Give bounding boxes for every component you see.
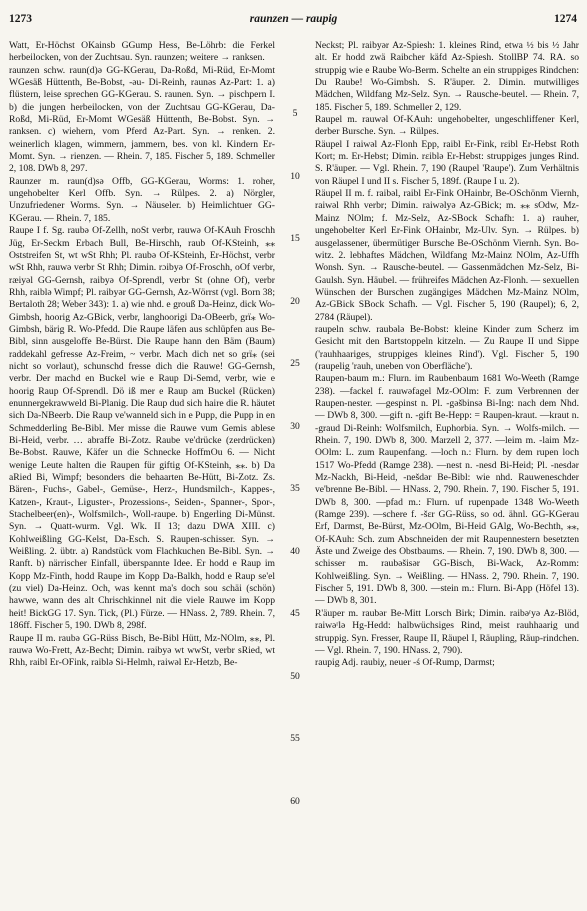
entry: R'äuper m. raubǝr Be-Mitt Lorsch Birk; Dimin. raibǝʳyǝ Az-Blöd, raiwǝʳlǝ Hg-Hedd: halbwüchsiges Rind, meist rauhhaarig und struppig. Syn. Fresser, Raupe II, Räupel I, Räupling, Räup-rindchen. — Vgl. Rhein. 7, 190. HNass. 2, 790). [315, 607, 579, 656]
line-number: 50 [290, 671, 300, 682]
entry: Raunzer m. raun(d)sǝ Offb, GG-KGerau, Worms: 1. roher, ungehobelter Kerl Offb. Syn. → Rülpes. 2. a) Nörgler, Unzufriedener Worms. Syn. → Näuseler. b) Heimlichtuer GG-KGerau. — Rhein. 7, 185. [9, 175, 275, 224]
page-number-left: 1273 [9, 13, 32, 25]
line-number: 60 [290, 796, 300, 807]
page-header [0, 13, 587, 31]
page-number-right: 1274 [554, 13, 577, 25]
entry: Watt, Er-Höchst OKainsb GGump Hess, Be-Löhrb: die Ferkel herbeilocken, von der Zuchtsau. Syn. raunzen; weitere → ranksen. [9, 40, 275, 64]
line-number: 40 [290, 546, 300, 557]
right-column [315, 40, 579, 670]
line-number: 30 [290, 421, 300, 432]
entry: Raupen-baum m.: Flurn. im Raubenbaum 1681 Wo-Weeth (Ramge 238). —fackel f. rauwǝfagel Mz-OOlm: F. zum Verbrennen der Raupen-nester. —gespinst n. Pl. -gǝšbinsǝ Bi-Ing: nach dem Nhd. — DWb 8, 300. —gift n. -gift Be-Hepp: = Raupen-kraut. —kraut n. -graud Di-Reinh: Wolfsmilch, Euphorbia. Syn. → Wolfs-milch. — Rhein. 7, 190. DWb 8, 300. Marzell 2, 377. —leim m. -laim Mz-OOlm: L. zum Raupenfang. —loch n.: Flurn. by dem rupen loch 1517 Wo-Pfedd (Ramge 238). —nest n. -nesd Bi-Heid; Pl. -nesdǝr Mz-Nackh, Bi-Heid, -nešdǝr Be-Bibl: wie nhd. Rauweneschder ve'brenne Be-Bibl. — HNass. 2, 790. Rhein. 7, 190. Fischer 5, 191. DWb 8, 300. —pfad m.: Flurn. uf rupenpade 1348 Wo-Weeth (Ramge 239). —schere f. -šɛr GG-Rüss, so od. ähnl. GG-KGerau Erf, Darmst, Be-Bürst, Mz-OOlm, Bi-Heid GAlg, Wo-Bechth, ⁎⁎, Of-KAuh: Sch. zum Abschneiden der mit Raupennestern besetzten Äste und Zweige des Obstbaums. — Rhein. 7, 190. DWb 8, 300. —schisser m. raubǝšisǝr GG-Bisch, Bi-Wack, Az-Romm: Kohlweißling. Syn. → Weißling. — HNass. 2, 790. Rhein. 7, 190. Fischer 5, 191. DWb 8, 300. —stein m.: Flurn. Bi-App (Höfel 13). — DWb 8, 301. [315, 373, 579, 607]
line-number: 10 [290, 171, 300, 182]
entry: raupig Adj. raubiχ, neuer -ś Of-Rump, Darmst; [315, 657, 495, 669]
entry: Raupe II m. raubǝ GG-Rüss Bisch, Be-Bibl Hütt, Mz-NOlm, ⁎⁎, Pl. rauwǝ Wo-Frett, Az-Becht; Dimin. raibyǝ wt wwSt, verbr sRied, wt Rhh, raibl Er-OFink, raiblǝ Si-Helmh, raiwǝl Er-Hetzb, Be- [9, 632, 275, 669]
line-number: 35 [290, 483, 300, 494]
left-column [9, 40, 275, 670]
entry: Raupe I f. Sg. raubǝ Of-Zellh, noSt verbr, rauwǝ Of-KAuh Froschh Jüg, Er-Seckm Erbach Bull, Be-Hirschh, raub Of-KSteinh, ⁎⁎ Oststreifen St, wt wSt Rhh; Pl. raubǝ Of-KSteinh, Er-Höchst, verbr wSt Rhh, rauwǝ verbr St Rhh; Dimin. rɔibyǝ Of-Froschh, oOf verbr, ræiyǝl GG-Gernsh, raibyǝ Of-Sprendl, verbr St (ohne Of), verbr Rhh, raiblǝ Wimpf; Pl. raibyǝr GG-Gernsh, Az-Wörrst (vgl. Born 38; Bertaloth 28; Weber 343): 1. a) wie nhd. e grouß Da-Heinz, dick Wo-Gimbsh, hoorig Az-GBick, verbr, langhoorigi Da-OBeerb, grï⁎ Wo-Gimbsh, bärig R. Wo-Pfedd. Die Raupe läfen aus schlüpfen aus Be-Bibl, sinn ausgeloffe Be-Bürst. Die Raupe hann den Bäm (Baum) raddekahl gefresse Az-Freim, ~ verbr. Mach dich net so grï⁎ (sei nicht so vorlaut), schunschd fresse dich die Rauwe! GG-Gernsh, verbr. Der machd en Buckel wie e Raup Di-Semd, verbr, wie e hoorig Raup Of-Sprendl. Dö iß mer e Raup am Buckel (Rücken) enunnergekrawweld Bi-Planig. Die Raup dud sich haire die R. häutet sich Da-NBeerb. Die Raup ve'wanneld sich in e Pupp, die Pupp in en Schmedderling Be-Bibl. Mer misse die Rauwe vum Gemis ablese Bi-Heid, verbr. … abraffe Bi-Zotz. Raube ve'drücke (zerdrücken) Be-Bobst. Rauwe, Käfer un die Schnecke HoffmOu 6. — Nicht wenige Leute halten die Raupen für giftig Of-KSteinh, ⁎⁎. b) Da aRied Bi, Wimpf; besonders die behaarten Be-Hütt, Bi-Zotz. Zs. Bären-, Fuchs-, Gabel-, Gemüse-, Herz-, Hundsmilch-, Kappes-, Katzen-, Kraut-, Liguster-, Prozessions-, Seiden-, Spanner-, Spor-, Stachelbeer(en)-, Wolfsmilch-, Woll-raupe. b) Engerling Di-Münst. Syn. → Quatt-wurm. Vgl. Wk. II 13; dazu DWA XIII. c) Kohlweißling GG-Kelst, Da-Esch. S. Raupen-schisser. Syn. → Weißling. 2. übtr. a) Randstück vom Flachkuchen Be-Bibl. Syn. → Ranft. b) närrischer Einfall, überspannte Idee. Er hodd e Raup im Kopp Mz-Finth, hodd Raupe im Kopp Da-Balkh, hodd e Raup se'el (zu viel) Da-Heinz. Och, was kennt ma's doch sou schäi (schön) hawwe, wann des alt Chrischkinnel nit die viele Rauwe im Kopp heit! BickGG 17. Syn. Tick, (Pl.) Fürze. — HNass. 2, 789. Rhein. 7, 186ff. Fischer 5, 190. DWb 8, 298f. [9, 225, 275, 632]
line-number: 55 [290, 733, 300, 744]
entry: raunzen schw. raun(d)ǝ GG-KGerau, Da-Roßd, Mi-Rüd, Er-Momt WGesäß Hüttenth, Be-Bobst, -ǝu- Di-Reinh, raunǝs Az-Part: 1. a) flüstern, leise sprechen GG-KGerau. S. raunen. Syn. → pischpern I. b) die jungen herbeilocken, von der Zuchtsau GG-KGerau, Da-Roßd, Mi-Rüd, Er-Momt WGesäß Hüttenth, Be-Bobst. Syn. → ranksen. c) wiehern, vom Pferd Az-Part. Syn. → renken. 2. weinerlich klagen, wimmern, jammern, bes. von kl. Kindern Er-Momt. Syn. → rienzen. — Rhein. 7, 185. Fischer 5, 189. Schmeller 2, 108. DWb 8, 297. [9, 64, 275, 175]
line-number: 25 [290, 358, 300, 369]
line-number: 20 [290, 296, 300, 307]
entry: Neckst; Pl. raibyǝr Az-Spiesh: 1. kleines Rind, etwa ½ bis ½ Jahr alt. Er hodd zwä Raibcher käfd Az-Spiesh. StollBP 74. RA. so struppig wie e Raube Wo-Berm. Schelte an ein struppiges Rindchen: Du Raube! Wo-Gimbsh. S. R'äuper. 2. Dimin. mutwilliges Mädchen, Wildfang Mz-Selz. Syn. → Rausche-beutel. — Rhein. 7, 185. Fischer 5, 189. Schmeller 2, 129. [315, 40, 579, 113]
running-head: raunzen — raupig [249, 13, 338, 25]
entry: Räupel I raiwǝl Az-Flonh Epp, raibl Er-Fink, rɛibl Er-Hebst Roth Kort; m. Er-Hebst; Dimin. rɛiblǝ Er-Hebst: struppiges junges Rind. S. R'äuper. — Vgl. Rhein. 7, 190 (Raupel 'Raupe'). Zum Verhältnis von Räupel I und II s. Fischer 5, 189f. (Raupe I u. 2). [315, 138, 579, 187]
entry: Raupel m. rauwǝl Of-KAuh: ungehobelter, ungeschliffener Kerl, derber Bursche. Syn. → Rülpes. [315, 114, 579, 138]
line-number: 15 [290, 233, 300, 244]
line-number: 45 [290, 608, 300, 619]
entry: Räupel II m. f. raibǝl, raibl Er-Fink OHainbr, Be-OSchönm Viernh, raiwǝl Rhh verbr; Dimin. raiwǝlyǝ Az-GBick; m. ⁎⁎ sOdw, Mz-Mainz NOlm; f. Mz-Selz, Az-SBock Schafh: 1. a) rauher, ungehobelter Kerl Er-Fink OHainbr, Mz-Ulv. Syn. → Rülpes. b) ausgelassener, übermütiger Bursche Be-OSchönm Viernh. Syn. Bo-witz. 2. lebhaftes Mädchen, Wildfang Mz-Mainz NOlm, Az-Uffh Wonsh. Syn. → Rausche-beutel. — Gassenmädchen Mz-Selz, Bi-Gaulsh. Syn. Häubel. — frühreifes Mädchen Az-Flonh. — sexuellen Wünschen der Burschen zugängiges Mädchen Mz-Mainz NOlm, Az-GBick SBock Schafh. — Vgl. Fischer 5, 190 (Raupel); 6, 2, 2784 (Räupel). [315, 188, 579, 323]
entry: raupeln schw. raubǝlǝ Be-Bobst: kleine Kinder zum Scherz im Gesicht mit den Bartstoppeln kitzeln. — Zu Raupe II und Sippe ('rauhhaariges, struppiges kleines Rind'). Vgl. Fischer 5, 190 (raupelig 'rauh, uneben von Oberfläche'). [315, 323, 579, 372]
line-number: 5 [292, 108, 298, 119]
